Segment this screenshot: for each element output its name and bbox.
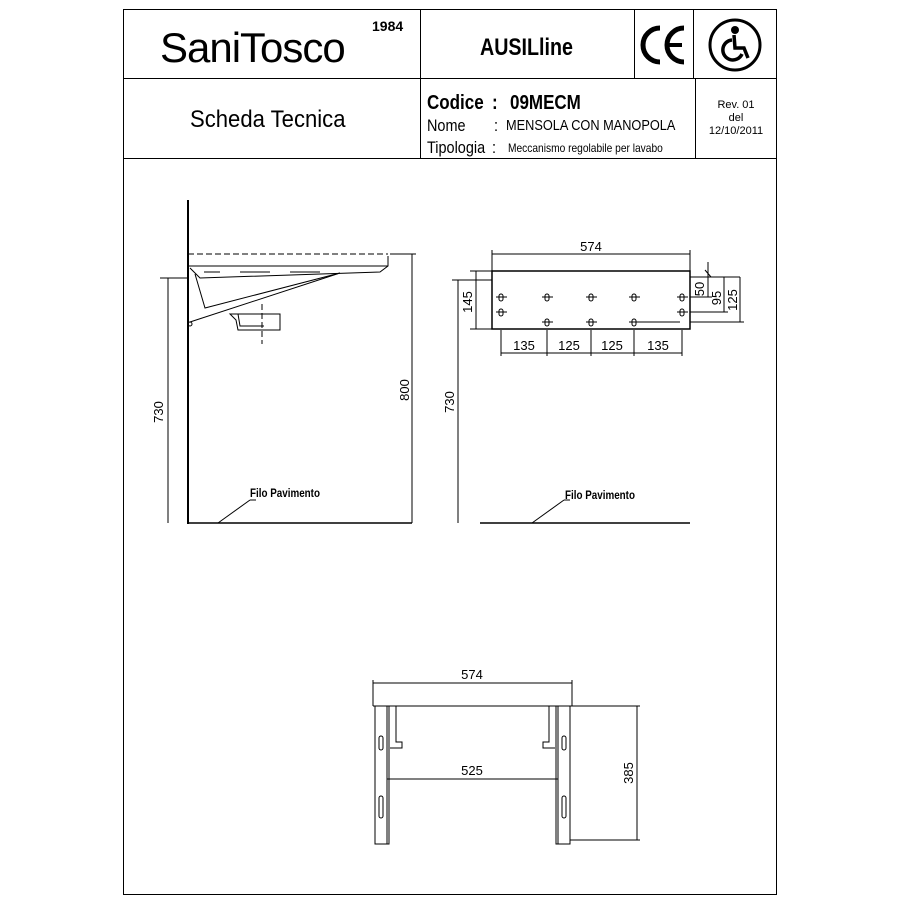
codice-label: Codice [427, 92, 484, 114]
front-spacing-125-a-label: 125 [558, 338, 580, 353]
nome-label: Nome [427, 116, 466, 135]
tipologia-value: Meccanismo regolabile per lavabo [508, 141, 663, 155]
revision-line-1: Rev. 01 [717, 99, 755, 111]
plan-view [373, 680, 640, 844]
nome-colon: : [494, 116, 499, 135]
side-height-800-label: 800 [397, 379, 412, 401]
front-dim-125-label: 125 [725, 289, 740, 311]
revision-line-2: del [728, 112, 744, 124]
tipologia-colon: : [492, 138, 497, 157]
codice-colon: : [492, 92, 498, 114]
front-dim-50-label: 50 [692, 281, 707, 297]
product-line-name: AUSILline [480, 34, 573, 61]
front-dim-145-label: 145 [460, 291, 475, 313]
nome-value: MENSOLA CON MANOPOLA [506, 117, 676, 134]
front-spacing-135-b-label: 135 [647, 338, 669, 353]
plan-width-525-label: 525 [461, 763, 483, 778]
brand-logo: SaniTosco [160, 24, 345, 71]
front-dim-95-label: 95 [709, 290, 724, 306]
plan-width-574-label: 574 [461, 667, 483, 682]
revision-date: 12/10/2011 [708, 125, 764, 137]
brand-year: 1984 [372, 18, 404, 34]
front-floor-label: Filo Pavimento [565, 489, 635, 503]
sheet-title: Scheda Tecnica [190, 106, 346, 133]
front-spacing-125-b-label: 125 [601, 338, 623, 353]
plan-depth-385-label: 385 [621, 762, 636, 784]
tipologia-label: Tipologia [427, 138, 486, 157]
side-height-730-label: 730 [151, 401, 166, 423]
front-height-730-label: 730 [442, 391, 457, 413]
codice-value: 09MECM [510, 92, 581, 114]
side-view [160, 200, 416, 524]
side-floor-label: Filo Pavimento [250, 487, 320, 501]
front-width-574-label: 574 [580, 239, 602, 254]
front-spacing-135-a-label: 135 [513, 338, 535, 353]
